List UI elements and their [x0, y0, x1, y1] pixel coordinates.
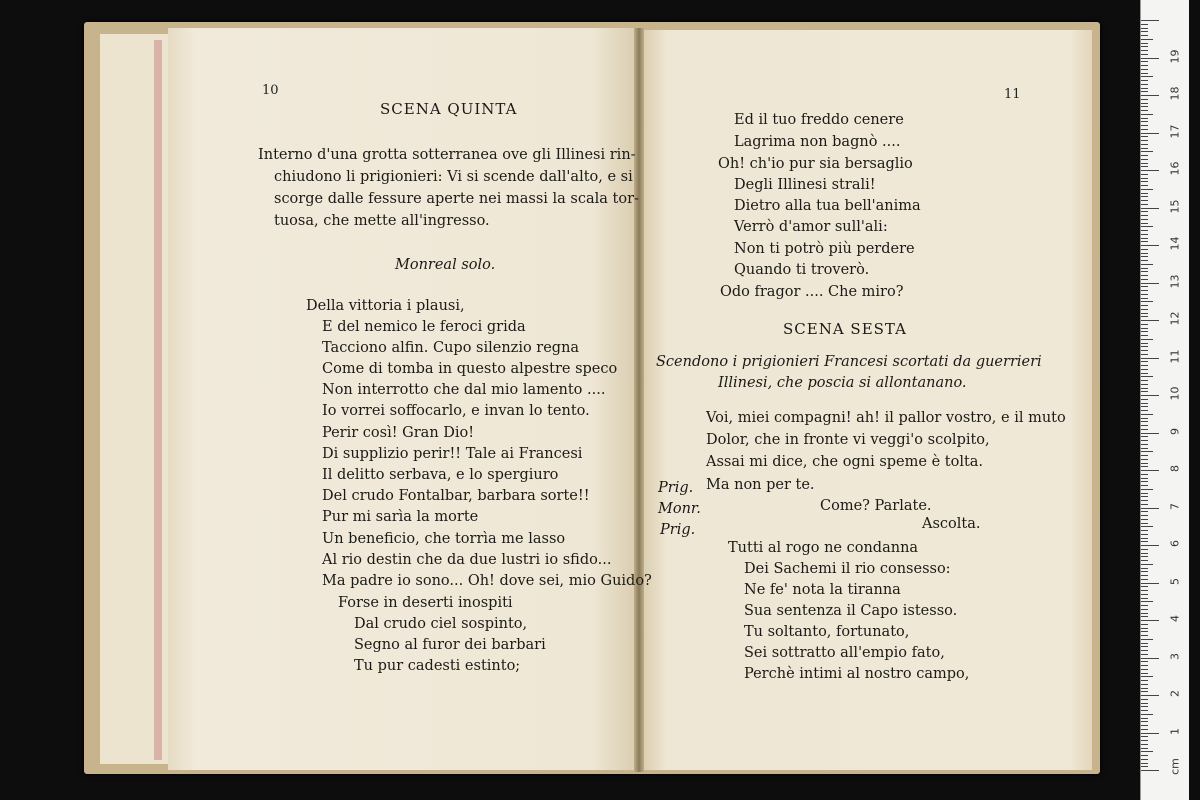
- speaker-line: Come? Parlate.: [820, 498, 932, 514]
- page-number-left: 10: [262, 83, 279, 98]
- ruler-tick: [1141, 714, 1153, 715]
- verse-line: Ne fe' nota la tiranna: [744, 582, 901, 598]
- ruler-tick: [1141, 676, 1153, 677]
- ruler-number: 3: [1168, 652, 1182, 660]
- ruler-tick: [1141, 155, 1148, 156]
- ruler-number: 13: [1168, 274, 1182, 288]
- verse-line: Odo fragor .... Che miro?: [720, 284, 904, 300]
- ruler-tick: [1141, 478, 1148, 479]
- ruler-tick: [1141, 301, 1153, 302]
- ruler-tick: [1141, 208, 1159, 209]
- ruler-number: 11: [1168, 349, 1182, 363]
- ruler-tick: [1141, 759, 1148, 760]
- ruler-tick: [1141, 654, 1148, 655]
- ruler-tick: [1141, 245, 1159, 246]
- speaker-label: Prig.: [660, 522, 696, 538]
- ruler-tick: [1141, 39, 1153, 40]
- ruler-number: 2: [1168, 690, 1182, 697]
- ruler-tick: [1141, 211, 1148, 212]
- ruler-tick: [1141, 361, 1148, 362]
- verse-line: Segno al furor dei barbari: [354, 637, 546, 653]
- verse-line: Oh! ch'io pur sia bersaglio: [718, 156, 913, 172]
- speaker-line: Ma non per te.: [706, 477, 815, 493]
- ruler-tick: [1141, 320, 1159, 321]
- ruler-tick: [1141, 268, 1148, 269]
- ruler-tick: [1141, 616, 1148, 617]
- verse-line: Al rio destin che da due lustri io sfido...: [322, 552, 612, 568]
- ruler-tick: [1141, 80, 1148, 81]
- stage-direction-line: tuosa, che mette all'ingresso.: [274, 213, 490, 229]
- ruler-tick: [1141, 309, 1148, 310]
- ruler-number: 10: [1168, 386, 1182, 401]
- ruler-tick: [1141, 200, 1148, 201]
- verse-line: Perchè intimi al nostro campo,: [744, 666, 970, 682]
- ruler-tick: [1141, 181, 1148, 182]
- ruler-tick: [1141, 373, 1148, 374]
- ruler-tick: [1141, 451, 1153, 452]
- ruler-tick: [1141, 91, 1148, 92]
- ruler-tick: [1141, 275, 1148, 276]
- verse-line: Dal crudo ciel sospinto,: [354, 616, 528, 632]
- ruler-tick: [1141, 710, 1148, 711]
- ruler-tick: [1141, 166, 1148, 167]
- ruler-tick: [1141, 541, 1148, 542]
- ruler-tick: [1141, 69, 1148, 70]
- ruler-tick: [1141, 253, 1148, 254]
- stage-direction-line: Scendono i prigionieri Francesi scortati da guerrieri: [656, 354, 1042, 370]
- page-number-right: 11: [1004, 87, 1021, 102]
- ruler-tick: [1141, 290, 1148, 291]
- ruler-tick: [1141, 564, 1153, 565]
- ruler-tick: [1141, 718, 1148, 719]
- ruler-tick: [1141, 639, 1153, 640]
- ruler-tick: [1141, 399, 1148, 400]
- ruler-tick: [1141, 88, 1148, 89]
- ruler-tick: [1141, 241, 1148, 242]
- verse-line: Non ti potrò più perdere: [734, 241, 915, 257]
- ruler-tick: [1141, 770, 1159, 771]
- ruler-tick: [1141, 365, 1148, 366]
- ruler-tick: [1141, 215, 1148, 216]
- ruler-tick: [1141, 620, 1159, 621]
- ruler-tick: [1141, 549, 1148, 550]
- ruler-tick: [1141, 103, 1148, 104]
- speaker-label: Monr.: [658, 501, 701, 517]
- ruler-tick: [1141, 31, 1148, 32]
- ruler-number: 14: [1168, 236, 1182, 251]
- ruler-tick: [1141, 35, 1148, 36]
- ruler-unit-label: cm: [1168, 758, 1182, 775]
- ruler-tick: [1141, 84, 1148, 85]
- verse-line: Tu soltanto, fortunato,: [744, 624, 910, 640]
- ruler-tick: [1141, 331, 1148, 332]
- ruler-tick: [1141, 628, 1148, 629]
- verse-line: Il delitto serbava, e lo spergiuro: [322, 467, 559, 483]
- ruler-tick: [1141, 680, 1148, 681]
- ruler-tick: [1141, 256, 1148, 257]
- ruler-tick: [1141, 463, 1148, 464]
- stage-direction-line: Interno d'una grotta sotterranea ove gli Illinesi rin-: [258, 147, 636, 163]
- ruler-tick: [1141, 350, 1148, 351]
- ruler-tick: [1141, 391, 1148, 392]
- ruler-tick: [1141, 196, 1148, 197]
- verse-line: Pur mi sarìa la morte: [322, 509, 479, 525]
- ruler-number: 6: [1168, 540, 1182, 547]
- ruler-tick: [1141, 410, 1148, 411]
- ruler-tick: [1141, 744, 1148, 745]
- verse-line: Un beneficio, che torrìa me lasso: [322, 531, 566, 547]
- ruler-tick: [1141, 560, 1148, 561]
- ruler-tick: [1141, 346, 1148, 347]
- ruler-tick: [1141, 598, 1148, 599]
- ruler-tick: [1141, 601, 1153, 602]
- verse-line: Quando ti troverò.: [734, 262, 870, 278]
- ruler-tick: [1141, 58, 1159, 59]
- ruler-tick: [1141, 305, 1148, 306]
- ruler-tick: [1141, 151, 1153, 152]
- ruler-tick: [1141, 384, 1148, 385]
- ruler-tick: [1141, 28, 1148, 29]
- verse-line: Perir così! Gran Dio!: [322, 425, 475, 441]
- ruler-tick: [1141, 526, 1153, 527]
- ruler-tick: [1141, 646, 1148, 647]
- ruler-number: 9: [1168, 427, 1182, 435]
- ruler-tick: [1141, 425, 1148, 426]
- ruler-tick: [1141, 631, 1148, 632]
- ruler-number: 16: [1168, 161, 1182, 176]
- ruler-tick: [1141, 643, 1148, 644]
- ruler-tick: [1141, 219, 1148, 220]
- stage-direction-line: scorge dalle fessure aperte nei massi la scala tor-: [274, 191, 639, 207]
- ruler-tick: [1141, 238, 1148, 239]
- verse-line: Verrò d'amor sull'ali:: [734, 219, 888, 235]
- verse-line: Lagrima non bagnò ....: [734, 134, 901, 150]
- ruler-tick: [1141, 358, 1159, 359]
- ruler-tick: [1141, 579, 1148, 580]
- ruler-tick: [1141, 121, 1148, 122]
- ruler-tick: [1141, 403, 1148, 404]
- ruler-tick: [1141, 523, 1148, 524]
- dialogue-line: Dolor, che in fronte vi veggi'o scolpito,: [706, 432, 990, 448]
- ruler-number: 18: [1168, 86, 1182, 101]
- ruler-tick: [1141, 613, 1148, 614]
- verse-line: Ma padre io sono... Oh! dove sei, mio Guido?: [322, 573, 652, 589]
- ruler-tick: [1141, 283, 1159, 284]
- ruler-tick: [1141, 755, 1148, 756]
- ruler-tick: [1141, 751, 1153, 752]
- ruler-tick: [1141, 440, 1148, 441]
- ruler-tick: [1141, 455, 1148, 456]
- ruler-tick: [1141, 556, 1148, 557]
- ruler-tick: [1141, 159, 1148, 160]
- ruler-tick: [1141, 110, 1148, 111]
- dialogue-line: Voi, miei compagni! ah! il pallor vostro, e il muto: [706, 410, 1066, 426]
- ruler-tick: [1141, 684, 1148, 685]
- ruler-tick: [1141, 249, 1148, 250]
- ruler-tick: [1141, 763, 1148, 764]
- ruler-tick: [1141, 725, 1148, 726]
- ruler-tick: [1141, 264, 1153, 265]
- ruler-tick: [1141, 635, 1148, 636]
- ruler-tick: [1141, 230, 1148, 231]
- ruler-number: 12: [1168, 311, 1182, 326]
- ruler-tick: [1141, 489, 1153, 490]
- verse-line: Della vittoria i plausi,: [306, 298, 465, 314]
- ruler-tick: [1141, 534, 1148, 535]
- ruler-tick: [1141, 174, 1148, 175]
- ruler-tick: [1141, 748, 1148, 749]
- ruler-tick: [1141, 583, 1159, 584]
- ruler-tick: [1141, 466, 1148, 467]
- ruler-tick: [1141, 590, 1148, 591]
- ruler-tick: [1141, 316, 1148, 317]
- ruler-tick: [1141, 691, 1148, 692]
- ruler-tick: [1141, 500, 1148, 501]
- ruler-tick: [1141, 178, 1148, 179]
- ruler-tick: [1141, 148, 1148, 149]
- ruler-tick: [1141, 140, 1148, 141]
- ruler-tick: [1141, 271, 1148, 272]
- ruler-tick: [1141, 95, 1159, 96]
- ruler-tick: [1141, 470, 1159, 471]
- ruler-tick: [1141, 61, 1148, 62]
- ruler-tick: [1141, 118, 1148, 119]
- ruler-tick: [1141, 733, 1159, 734]
- ruler-tick: [1141, 339, 1153, 340]
- ruler-tick: [1141, 695, 1159, 696]
- ruler-tick: [1141, 706, 1148, 707]
- ruler-tick: [1141, 406, 1148, 407]
- ruler-tick: [1141, 444, 1148, 445]
- verse-line: Del crudo Fontalbar, barbara sorte!!: [322, 488, 590, 504]
- ruler-tick: [1141, 129, 1148, 130]
- ruler-tick: [1141, 669, 1148, 670]
- ruler-tick: [1141, 133, 1159, 134]
- ruler-tick: [1141, 519, 1148, 520]
- ruler-tick: [1141, 144, 1148, 145]
- ruler-number: 8: [1168, 465, 1182, 472]
- ruler-tick: [1141, 99, 1148, 100]
- ruler-tick: [1141, 508, 1159, 509]
- verse-line: Io vorrei soffocarlo, e invan lo tento.: [322, 403, 590, 419]
- ruler-tick: [1141, 511, 1148, 512]
- ruler-tick: [1141, 20, 1159, 21]
- verse-line: Degli Illinesi strali!: [734, 177, 876, 193]
- ruler-tick: [1141, 448, 1148, 449]
- ruler-tick: [1141, 729, 1148, 730]
- verse-line: Forse in deserti inospiti: [338, 595, 513, 611]
- verse-line: Tutti al rogo ne condanna: [728, 540, 919, 556]
- ruler-tick: [1141, 163, 1148, 164]
- ruler-tick: [1141, 189, 1153, 190]
- dialogue-line: Assai mi dice, che ogni speme è tolta.: [706, 454, 984, 470]
- ruler-tick: [1141, 65, 1148, 66]
- book-gutter: [634, 28, 644, 772]
- ruler-tick: [1141, 226, 1153, 227]
- ruler-tick: [1141, 324, 1148, 325]
- ruler-tick: [1141, 545, 1159, 546]
- ruler-tick: [1141, 665, 1148, 666]
- ruler-tick: [1141, 106, 1148, 107]
- stage-direction-line: Illinesi, che poscia si allontanano.: [718, 375, 967, 391]
- ruler-tick: [1141, 436, 1148, 437]
- ruler-tick: [1141, 433, 1159, 434]
- ruler-tick: [1141, 493, 1148, 494]
- ruler-tick: [1141, 380, 1148, 381]
- ruler-tick: [1141, 76, 1153, 77]
- ruler-tick: [1141, 530, 1148, 531]
- ruler-number: 5: [1168, 577, 1182, 585]
- ruler-tick: [1141, 185, 1148, 186]
- ruler-tick: [1141, 388, 1148, 389]
- ruler-tick: [1141, 740, 1148, 741]
- ruler-tick: [1141, 354, 1148, 355]
- ruler-tick: [1141, 343, 1148, 344]
- verse-line: Sua sentenza il Capo istesso.: [744, 603, 958, 619]
- ruler-tick: [1141, 286, 1148, 287]
- verse-line: Come di tomba in questo alpestre speco: [322, 361, 618, 377]
- ruler-tick: [1141, 766, 1148, 767]
- verse-line: Dietro alla tua bell'anima: [734, 198, 921, 214]
- ruler-tick: [1141, 650, 1148, 651]
- verse-line: Tacciono alfin. Cupo silenzio regna: [322, 340, 580, 356]
- ruler-tick: [1141, 234, 1148, 235]
- ruler-tick: [1141, 736, 1148, 737]
- ruler-tick: [1141, 568, 1148, 569]
- ruler-tick: [1141, 279, 1148, 280]
- ruler-number: 15: [1168, 199, 1182, 213]
- ruler-number: 1: [1168, 727, 1182, 735]
- ruler-tick: [1141, 553, 1148, 554]
- ruler-tick: [1141, 699, 1148, 700]
- ruler-tick: [1141, 54, 1148, 55]
- ruler-tick: [1141, 223, 1148, 224]
- ruler-tick: [1141, 504, 1148, 505]
- speaker-line: Ascolta.: [922, 516, 981, 532]
- ruler-tick: [1141, 658, 1159, 659]
- ruler-number: 4: [1168, 615, 1182, 622]
- ruler-number: 19: [1168, 49, 1182, 63]
- ruler-tick: [1141, 594, 1148, 595]
- ruler-tick: [1141, 335, 1148, 336]
- verse-line: Non interrotto che dal mio lamento ....: [322, 382, 606, 398]
- ruler-tick: [1141, 496, 1148, 497]
- scene-title-right: SCENA SESTA: [783, 320, 907, 338]
- ruler-tick: [1141, 294, 1148, 295]
- speaker-note: Monreal solo.: [395, 257, 496, 273]
- ruler-tick: [1141, 538, 1148, 539]
- ruler-tick: [1141, 459, 1148, 460]
- speaker-label: Prig.: [658, 480, 694, 496]
- ruler-tick: [1141, 73, 1148, 74]
- ruler-tick: [1141, 421, 1148, 422]
- page-edge-stain: [154, 40, 162, 760]
- ruler-tick: [1141, 50, 1148, 51]
- ruler-tick: [1141, 586, 1148, 587]
- ruler-tick: [1141, 418, 1148, 419]
- ruler-tick: [1141, 328, 1148, 329]
- ruler-tick: [1141, 624, 1148, 625]
- ruler-tick: [1141, 605, 1148, 606]
- ruler-tick: [1141, 369, 1148, 370]
- measuring-ruler: [1140, 0, 1189, 800]
- ruler-tick: [1141, 43, 1148, 44]
- ruler-tick: [1141, 395, 1159, 396]
- ruler-tick: [1141, 688, 1148, 689]
- verse-line: E del nemico le feroci grida: [322, 319, 526, 335]
- verse-line: Sei sottratto all'empio fato,: [744, 645, 945, 661]
- ruler-tick: [1141, 575, 1148, 576]
- ruler-tick: [1141, 193, 1148, 194]
- verse-line: Di supplizio perir!! Tale ai Francesi: [322, 446, 583, 462]
- ruler-tick: [1141, 661, 1148, 662]
- ruler-tick: [1141, 703, 1148, 704]
- ruler-tick: [1141, 571, 1148, 572]
- ruler-tick: [1141, 46, 1148, 47]
- ruler-tick: [1141, 260, 1148, 261]
- verse-line: Ed il tuo freddo cenere: [734, 112, 904, 128]
- scene-title-left: SCENA QUINTA: [380, 100, 518, 118]
- ruler-tick: [1141, 24, 1148, 25]
- stage-direction-line: chiudono li prigionieri: Vi si scende dall'alto, e si: [274, 169, 633, 185]
- ruler-tick: [1141, 721, 1148, 722]
- ruler-tick: [1141, 609, 1148, 610]
- ruler-tick: [1141, 481, 1148, 482]
- ruler-tick: [1141, 673, 1148, 674]
- ruler-tick: [1141, 376, 1153, 377]
- ruler-tick: [1141, 414, 1153, 415]
- ruler-tick: [1141, 515, 1148, 516]
- ruler-tick: [1141, 170, 1159, 171]
- ruler-tick: [1141, 313, 1148, 314]
- ruler-number: 17: [1168, 124, 1182, 138]
- ruler-tick: [1141, 125, 1148, 126]
- ruler-tick: [1141, 136, 1148, 137]
- ruler-number: 7: [1168, 502, 1182, 510]
- verse-line: Dei Sachemi il rio consesso:: [744, 561, 951, 577]
- ruler-tick: [1141, 298, 1148, 299]
- ruler-tick: [1141, 485, 1148, 486]
- ruler-tick: [1141, 114, 1153, 115]
- ruler-tick: [1141, 474, 1148, 475]
- ruler-tick: [1141, 204, 1148, 205]
- verse-line: Tu pur cadesti estinto;: [354, 658, 521, 674]
- ruler-tick: [1141, 429, 1148, 430]
